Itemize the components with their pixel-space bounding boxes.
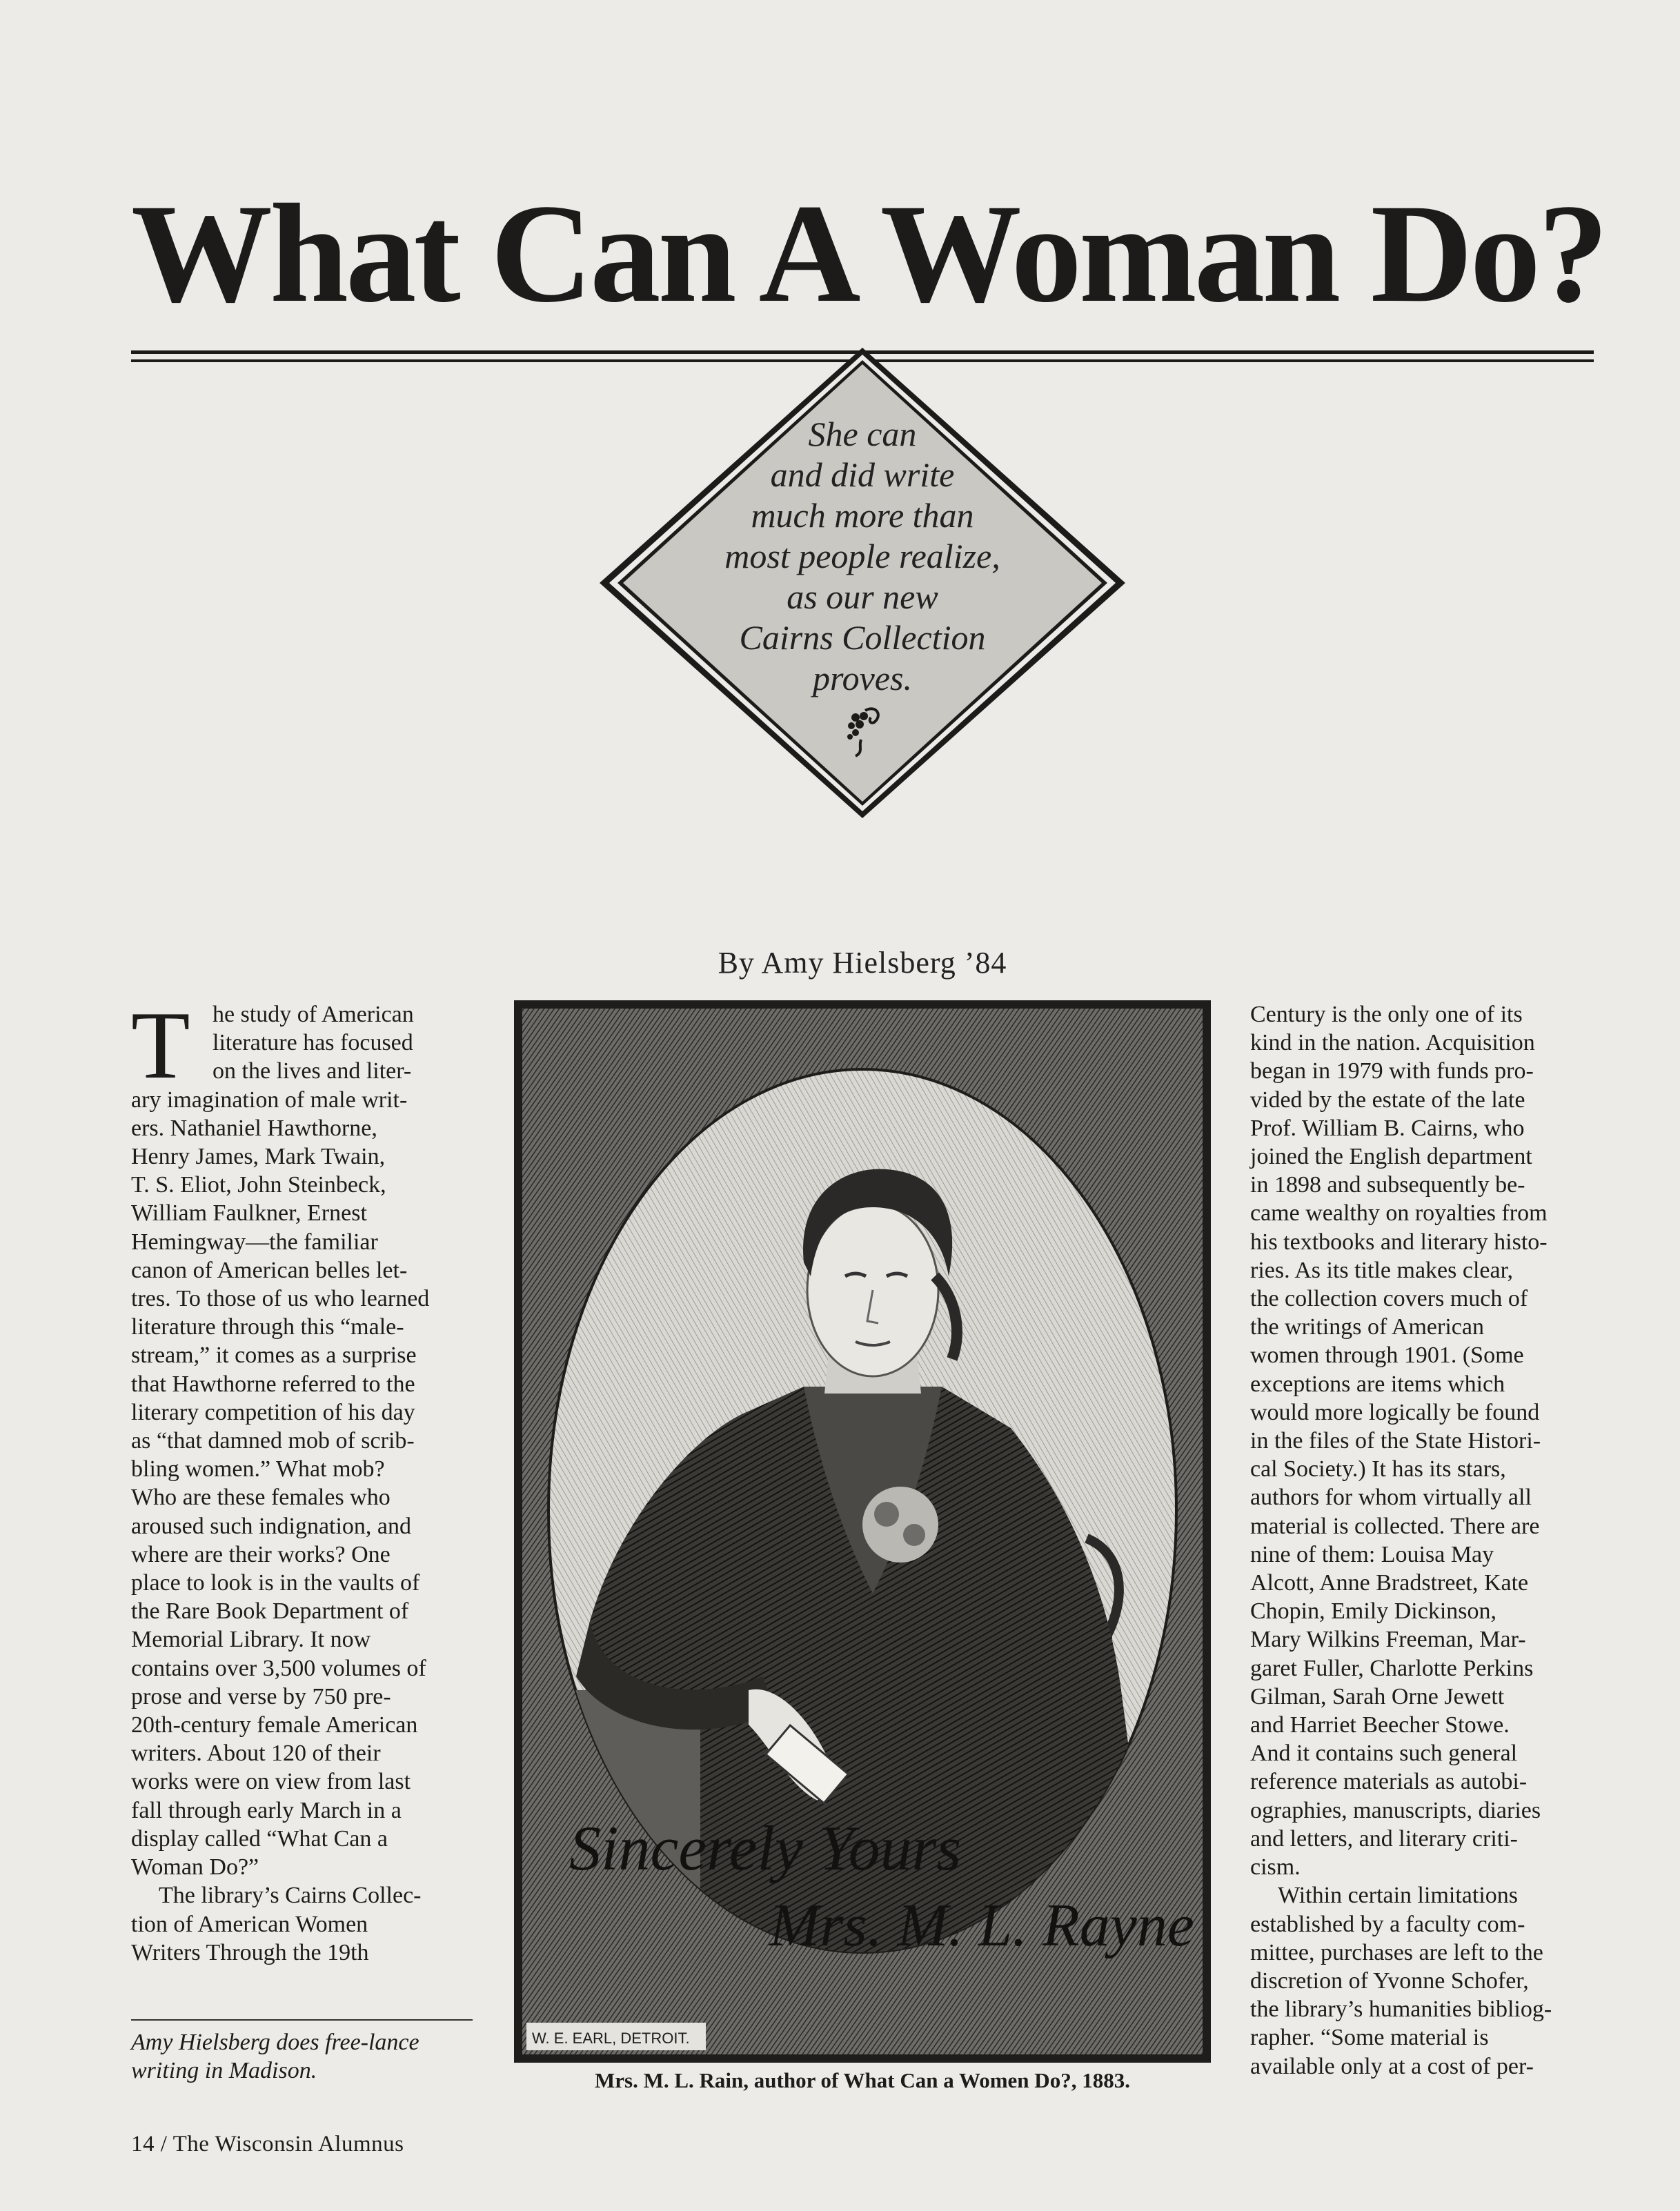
text-line: place to look is in the vaults of bbox=[131, 1570, 420, 1596]
text-line: would more logically be found bbox=[1250, 1399, 1540, 1425]
text-line: Chopin, Emily Dickinson, bbox=[1250, 1598, 1496, 1625]
text-line: on the lives and liter- bbox=[213, 1058, 412, 1084]
text-line: Prof. William B. Cairns, who bbox=[1250, 1115, 1525, 1141]
text-line: fall through early March in a bbox=[131, 1797, 402, 1823]
page-folio: 14 / The Wisconsin Alumnus bbox=[131, 2132, 404, 2157]
text-line: Woman Do?” bbox=[131, 1854, 259, 1881]
text-line: Within certain limitations bbox=[1278, 1883, 1519, 1909]
text-line: in 1898 and subsequently be- bbox=[1250, 1172, 1525, 1198]
text-line: Hemingway—the familiar bbox=[131, 1229, 378, 1255]
author-note-line: Amy Hielsberg does free-lance bbox=[131, 2030, 419, 2055]
text-line: prose and verse by 750 pre- bbox=[131, 1683, 391, 1709]
text-line: ographies, manuscripts, diaries bbox=[1250, 1797, 1541, 1823]
text-line: available only at a cost of per- bbox=[1250, 2053, 1534, 2079]
text-line: discretion of Yvonne Schofer, bbox=[1250, 1967, 1529, 1994]
text-line: rapher. “Some material is bbox=[1250, 2025, 1489, 2051]
text-line: came wealthy on royalties from bbox=[1250, 1200, 1548, 1227]
text-line: Mary Wilkins Freeman, Mar- bbox=[1250, 1627, 1526, 1653]
text-line: the writings of American bbox=[1250, 1314, 1484, 1340]
text-line: that Hawthorne referred to the bbox=[131, 1371, 415, 1397]
text-line: ary imagination of male writ- bbox=[131, 1087, 408, 1113]
engraver-credit: W. E. EARL, DETROIT. bbox=[532, 2030, 690, 2047]
text-line: The library’s Cairns Collec- bbox=[159, 1883, 422, 1909]
text-line: writers. About 120 of their bbox=[131, 1741, 381, 1767]
deck-line: She can bbox=[808, 415, 917, 453]
text-line: tion of American Women bbox=[131, 1911, 368, 1937]
author-note bbox=[131, 2028, 490, 2085]
article-title: What Can A Woman Do? bbox=[131, 175, 1606, 332]
author-note-line: writing in Madison. bbox=[131, 2058, 317, 2083]
text-line: Writers Through the 19th bbox=[131, 1939, 369, 1965]
text-line: cal Society.) It has its stars, bbox=[1250, 1456, 1506, 1483]
text-line: kind in the nation. Acquisition bbox=[1250, 1030, 1535, 1056]
text-line: nine of them: Louisa May bbox=[1250, 1541, 1494, 1567]
text-line: tres. To those of us who learned bbox=[131, 1286, 430, 1312]
text-line: and letters, and literary criti- bbox=[1250, 1825, 1518, 1852]
text-line: T. S. Eliot, John Steinbeck, bbox=[131, 1172, 386, 1198]
drop-cap: T bbox=[131, 992, 190, 1099]
signature-line-1: Sincerely Yours bbox=[569, 1813, 962, 1883]
text-line: exceptions are items which bbox=[1250, 1371, 1505, 1397]
text-line: in the files of the State Histori- bbox=[1250, 1428, 1541, 1454]
text-line: women through 1901. (Some bbox=[1250, 1342, 1524, 1369]
deck-line: most people realize, bbox=[724, 537, 1000, 575]
text-line: Memorial Library. It now bbox=[131, 1627, 371, 1653]
byline: By Amy Hielsberg ’84 bbox=[718, 946, 1007, 980]
text-line: Henry James, Mark Twain, bbox=[131, 1144, 386, 1170]
text-line: the Rare Book Department of bbox=[131, 1598, 409, 1625]
text-line: cism. bbox=[1250, 1854, 1301, 1881]
portrait-caption: Mrs. M. L. Rain, author of What Can a Women Do?, 1883. bbox=[595, 2068, 1130, 2092]
text-line: reference materials as autobi- bbox=[1250, 1769, 1528, 1795]
text-line: material is collected. There are bbox=[1250, 1513, 1540, 1539]
text-line: literature through this “male- bbox=[131, 1314, 404, 1340]
text-line: bling women.” What mob? bbox=[131, 1456, 385, 1483]
text-line: Gilman, Sarah Orne Jewett bbox=[1250, 1683, 1505, 1709]
text-line: literature has focused bbox=[213, 1030, 413, 1056]
text-line: works were on view from last bbox=[131, 1769, 411, 1795]
deck-line: as our new bbox=[787, 577, 938, 616]
deck-line: proves. bbox=[813, 659, 912, 697]
text-line: aroused such indignation, and bbox=[131, 1513, 412, 1539]
text-line: literary competition of his day bbox=[131, 1399, 415, 1425]
deck-line: Cairns Collection bbox=[739, 618, 986, 657]
text-line: joined the English department bbox=[1250, 1144, 1532, 1170]
text-line: Who are these females who bbox=[131, 1485, 391, 1511]
grape-ornament-icon bbox=[840, 704, 885, 759]
text-line: ries. As its title makes clear, bbox=[1250, 1257, 1514, 1283]
deck-line: and did write bbox=[770, 455, 955, 494]
text-line: 20th-century female American bbox=[131, 1712, 418, 1738]
text-line: vided by the estate of the late bbox=[1250, 1087, 1525, 1113]
text-line: where are their works? One bbox=[131, 1541, 391, 1567]
text-line: Century is the only one of its bbox=[1250, 1002, 1523, 1027]
text-line: contains over 3,500 volumes of bbox=[131, 1655, 426, 1681]
text-line: authors for whom virtually all bbox=[1250, 1485, 1532, 1511]
text-line: mittee, purchases are left to the bbox=[1250, 1939, 1543, 1965]
text-line: the collection covers much of bbox=[1250, 1286, 1528, 1312]
text-line: as “that damned mob of scrib- bbox=[131, 1428, 415, 1454]
text-line: Alcott, Anne Bradstreet, Kate bbox=[1250, 1570, 1529, 1596]
text-line: he study of American bbox=[213, 1002, 414, 1027]
text-line: began in 1979 with funds pro- bbox=[1250, 1058, 1534, 1084]
text-line: ers. Nathaniel Hawthorne, bbox=[131, 1115, 377, 1141]
portrait-engraving bbox=[514, 1000, 1211, 2063]
body-column-right bbox=[1250, 1000, 1595, 2081]
text-line: and Harriet Beecher Stowe. bbox=[1250, 1712, 1510, 1738]
text-line: William Faulkner, Ernest bbox=[131, 1200, 367, 1227]
footnote-rule bbox=[131, 2019, 473, 2021]
text-line: And it contains such general bbox=[1250, 1741, 1518, 1767]
deck-line: much more than bbox=[751, 496, 974, 535]
signature-line-2: Mrs. M. L. Rayne bbox=[769, 1892, 1194, 1959]
text-line: display called “What Can a bbox=[131, 1825, 388, 1852]
text-line: the library’s humanities bibliog- bbox=[1250, 1996, 1552, 2023]
deck-text bbox=[683, 414, 1042, 699]
text-line: garet Fuller, Charlotte Perkins bbox=[1250, 1655, 1534, 1681]
text-line: stream,” it comes as a surprise bbox=[131, 1342, 417, 1369]
text-line: canon of American belles let- bbox=[131, 1257, 408, 1283]
body-column-left bbox=[131, 992, 490, 1967]
text-line: his textbooks and literary histo- bbox=[1250, 1229, 1548, 1255]
text-line: established by a faculty com- bbox=[1250, 1911, 1525, 1937]
